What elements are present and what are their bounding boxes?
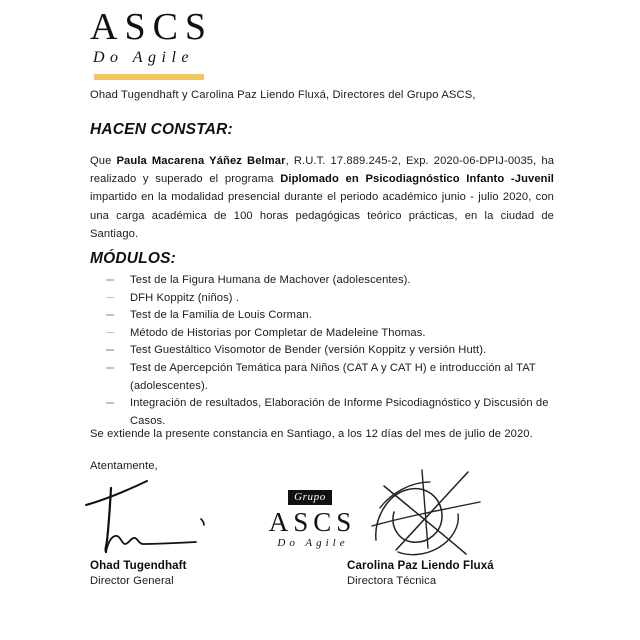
header-logo-brand: ASCS bbox=[90, 6, 214, 48]
dash-bullet-icon bbox=[106, 332, 114, 334]
salutation: Atentamente, bbox=[90, 460, 158, 472]
center-logo-brand: ASCS bbox=[268, 507, 357, 538]
list-item-label: Test de Apercepción Temática para Niños (CAT A y CAT H) e introducción al TAT (adolescentes). bbox=[130, 361, 536, 392]
center-logo-tagline: Do Agile bbox=[277, 537, 349, 550]
declaration-heading: HACEN CONSTAR: bbox=[90, 121, 233, 138]
list-item bbox=[106, 395, 558, 430]
header-logo-tagline: Do Agile bbox=[93, 48, 195, 66]
body-middle-2: impartido en la modalidad presencial durante el periodo académico junio - julio 2020, con una carga académica de 100 horas pedagógicas teórico prácticas, en la ciudad de Santiago. bbox=[90, 191, 554, 240]
student-name: Paula Macarena Yáñez Belmar bbox=[116, 155, 286, 167]
list-item-label: Test de la Figura Humana de Machover (adolescentes). bbox=[130, 274, 411, 286]
dash-bullet-icon bbox=[106, 402, 114, 404]
program-name: Diplomado en Psicodiagnóstico Infanto -Juvenil bbox=[280, 173, 554, 186]
body-middle-1: , R.U.T. 17.889.245-2, Exp. 2020-06-DPIJ-0035, ha realizado y superado el programa bbox=[90, 155, 555, 186]
signatory-name: Ohad Tugendhaft bbox=[90, 559, 187, 572]
signatory-block-left bbox=[90, 558, 187, 589]
list-item-label: DFH Koppitz (niños) . bbox=[130, 291, 240, 304]
dash-bullet-icon bbox=[106, 297, 114, 299]
list-item bbox=[106, 307, 558, 325]
dash-bullet-icon bbox=[106, 279, 114, 281]
dash-bullet-icon bbox=[106, 349, 114, 351]
signature-stroke-icon bbox=[368, 468, 500, 560]
signature-stroke-icon bbox=[84, 478, 214, 558]
list-item bbox=[106, 360, 558, 395]
signatory-name: Carolina Paz Liendo Fluxá bbox=[347, 559, 494, 572]
intro-line: Ohad Tugendhaft y Carolina Paz Liendo Fluxá, Directores del Grupo ASCS, bbox=[90, 89, 476, 101]
body-paragraph bbox=[90, 152, 554, 243]
list-item bbox=[106, 272, 558, 290]
list-item-label: Integración de resultados, Elaboración de Informe Psicodiagnóstico y Discusión de Casos. bbox=[130, 397, 549, 427]
dash-bullet-icon bbox=[106, 314, 114, 316]
list-item bbox=[106, 325, 558, 343]
list-item-label: Método de Historias por Completar de Madeleine Thomas. bbox=[130, 326, 426, 339]
signature-ohad-tugendhaft bbox=[84, 478, 214, 558]
dash-bullet-icon bbox=[106, 367, 114, 369]
body-prefix: Que bbox=[90, 155, 117, 167]
header-logo-gold-rule bbox=[94, 74, 204, 80]
center-logo-badge: Grupo bbox=[288, 490, 332, 505]
closing-line: Se extiende la presente constancia en Santiago, a los 12 días del mes de julio de 2020. bbox=[90, 428, 533, 440]
header-logo bbox=[90, 8, 320, 80]
list-item-label: Test Guestáltico Visomotor de Bender (versión Koppitz y versión Hutt). bbox=[130, 344, 487, 357]
signatory-block-right bbox=[347, 558, 494, 589]
signature-carolina-paz-liendo-fluxa bbox=[368, 468, 500, 560]
signatory-title: Directora Técnica bbox=[347, 575, 437, 587]
signatory-title: Director General bbox=[90, 575, 174, 587]
list-item bbox=[106, 290, 558, 308]
modules-list bbox=[106, 272, 558, 430]
list-item bbox=[106, 342, 558, 360]
modules-heading: MÓDULOS: bbox=[90, 250, 176, 267]
center-logo bbox=[240, 487, 380, 549]
list-item-label: Test de la Familia de Louis Corman. bbox=[130, 309, 312, 322]
